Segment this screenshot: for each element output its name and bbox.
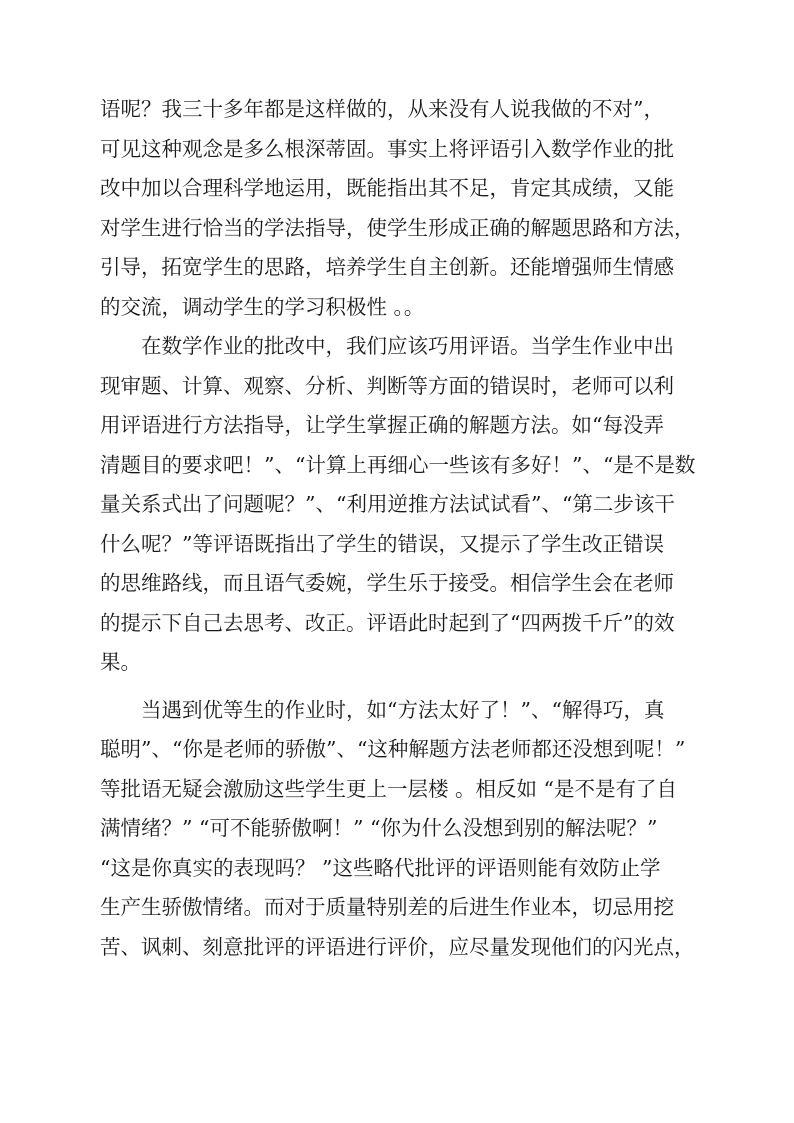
text-line: 语呢？我三十多年都是这样做的，从来没有人说我做的不对”， <box>100 97 664 121</box>
text-line: 量关系式出了问题呢？”、“利用逆推方法试试看”、“第二步该干 <box>100 492 675 516</box>
text-line: 的交流，调动学生的学习积极性 。。 <box>100 294 425 319</box>
paragraph-start-line: 在数学作业的批改中，我们应该巧用评语。当学生作业中出 <box>100 334 674 358</box>
text-line: 的提示下自己去思考、改正。评语此时起到了“四两拨千斤”的效 <box>100 610 675 635</box>
text-line: 的思维路线，而且语气委婉，学生乐于接受。相信学生会在老师 <box>100 571 674 595</box>
text-line: 苦、讽刺、刻意批评的评语进行评价，应尽量发现他们的闪光点， <box>100 934 695 959</box>
text-line: 改中加以合理科学地运用，既能指出其不足，肯定其成绩，又能 <box>100 176 674 200</box>
paragraph-start-line: 当遇到优等生的作业时，如“方法太好了！”、“解得巧，真 <box>100 697 665 722</box>
text-line: 果。 <box>100 650 141 674</box>
text-line: 等批语无疑会激励这些学生更上一层楼 。相反如 “是不是有了自 <box>100 776 678 801</box>
document-body <box>100 90 700 967</box>
text-line: 什么呢？”等评语既指出了学生的错误，又提示了学生改正错误 <box>100 531 664 556</box>
text-line: 用评语进行方法指导，让学生掌握正确的解题方法。如“每没弄 <box>100 413 664 437</box>
text-line: “这是你真实的表现吗？ ”这些略代批评的评语则能有效防止学 <box>100 855 661 880</box>
text-line: 引导，拓宽学生的思路，培养学生自主创新。还能增强师生情感 <box>100 255 674 279</box>
text-line: 清题目的要求吧！”、“计算上再细心一些该有多好！”、“是不是数 <box>100 452 696 477</box>
text-line: 可见这种观念是多么根深蒂固。事实上将评语引入数学作业的批 <box>100 136 674 161</box>
text-line: 满情绪？” “可不能骄傲啊！” “你为什么没想到别的解法呢？” <box>100 816 658 840</box>
text-line: 生产生骄傲情绪。而对于质量特别差的后进生作业本，切忌用挖 <box>100 895 674 919</box>
text-line: 对学生进行恰当的学法指导，使学生形成正确的解题思路和方法， <box>100 215 695 240</box>
text-line: 现审题、计算、观察、分析、判断等方面的错误时，老师可以利 <box>100 373 674 398</box>
text-line: 聪明”、“你是老师的骄傲”、“这种解题方法老师都还没想到呢！” <box>100 737 686 761</box>
